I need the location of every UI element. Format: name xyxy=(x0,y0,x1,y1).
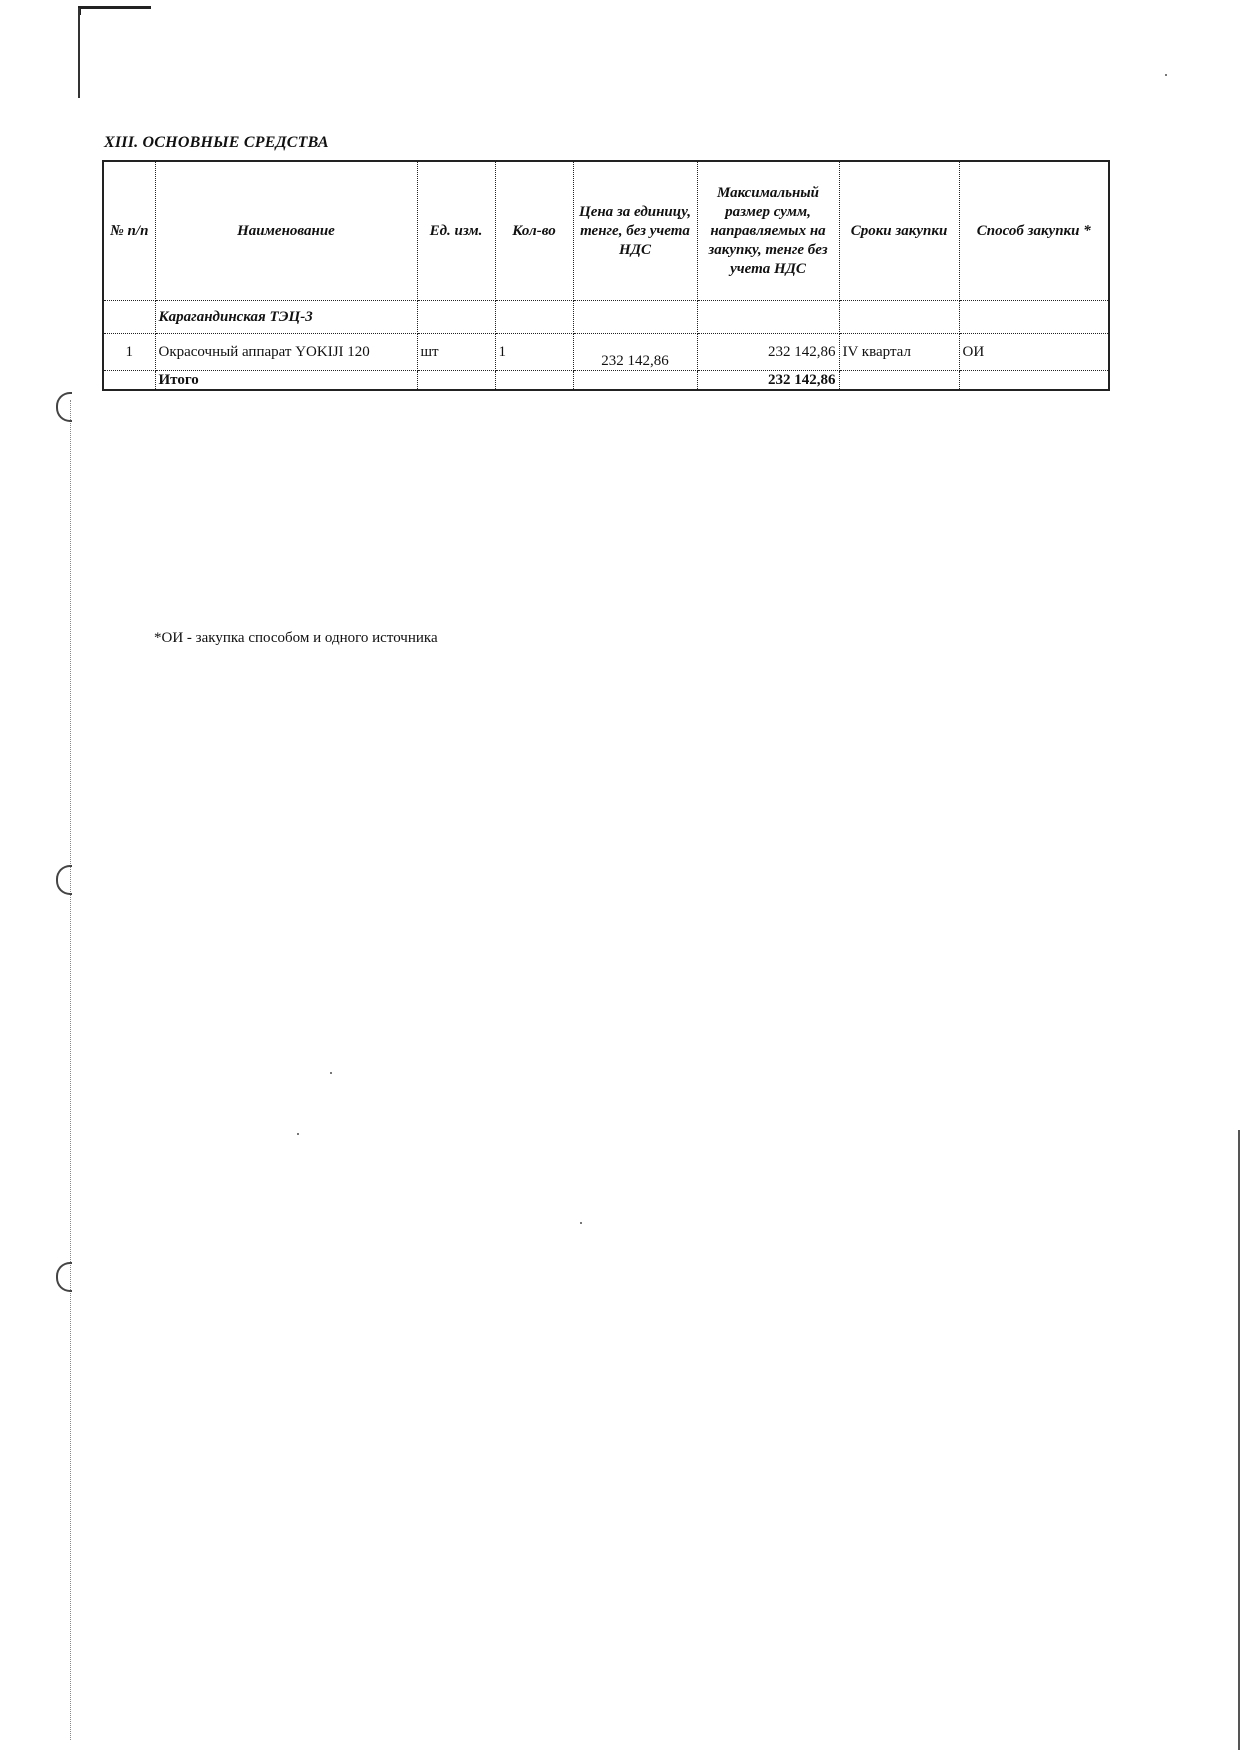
scan-speck xyxy=(330,1072,332,1074)
row-unit-price: 232 142,86 xyxy=(573,334,697,371)
section-title: XIII. ОСНОВНЫЕ СРЕДСТВА xyxy=(104,134,329,151)
row-period: IV квартал xyxy=(839,334,959,371)
total-value: 232 142,86 xyxy=(697,371,839,391)
table-header-row xyxy=(103,161,1109,301)
scan-artifact xyxy=(70,400,71,1740)
row-quantity: 1 xyxy=(495,334,573,371)
header-period: Сроки закупки xyxy=(839,161,959,301)
scan-speck xyxy=(1165,74,1167,76)
total-row xyxy=(103,371,1109,391)
punch-hole xyxy=(56,392,72,422)
scan-artifact xyxy=(78,6,151,15)
header-max-sum: Максимальный размер сумм, направляемых на закупку, тенге без учета НДС xyxy=(697,161,839,301)
header-unit: Ед. изм. xyxy=(417,161,495,301)
header-name: Наименование xyxy=(155,161,417,301)
scan-speck xyxy=(580,1222,582,1224)
header-number: № п/п xyxy=(103,161,155,301)
footnote: *ОИ - закупка способом и одного источника xyxy=(154,630,438,646)
row-name: Окрасочный аппарат YOKIJI 120 xyxy=(155,334,417,371)
punch-hole xyxy=(56,1262,72,1292)
punch-hole xyxy=(56,865,72,895)
scan-artifact xyxy=(78,8,80,98)
row-method: ОИ xyxy=(959,334,1109,371)
group-name: Карагандинская ТЭЦ-3 xyxy=(155,301,417,334)
fixed-assets-table xyxy=(102,160,1110,391)
header-quantity: Кол-во xyxy=(495,161,573,301)
row-max-sum: 232 142,86 xyxy=(697,334,839,371)
header-unit-price: Цена за единицу, тенге, без учета НДС xyxy=(573,161,697,301)
table-row xyxy=(103,334,1109,371)
header-method: Способ закупки * xyxy=(959,161,1109,301)
group-row xyxy=(103,301,1109,334)
row-unit: шт xyxy=(417,334,495,371)
row-number: 1 xyxy=(103,334,155,371)
total-label: Итого xyxy=(155,371,417,391)
scan-speck xyxy=(297,1133,299,1135)
